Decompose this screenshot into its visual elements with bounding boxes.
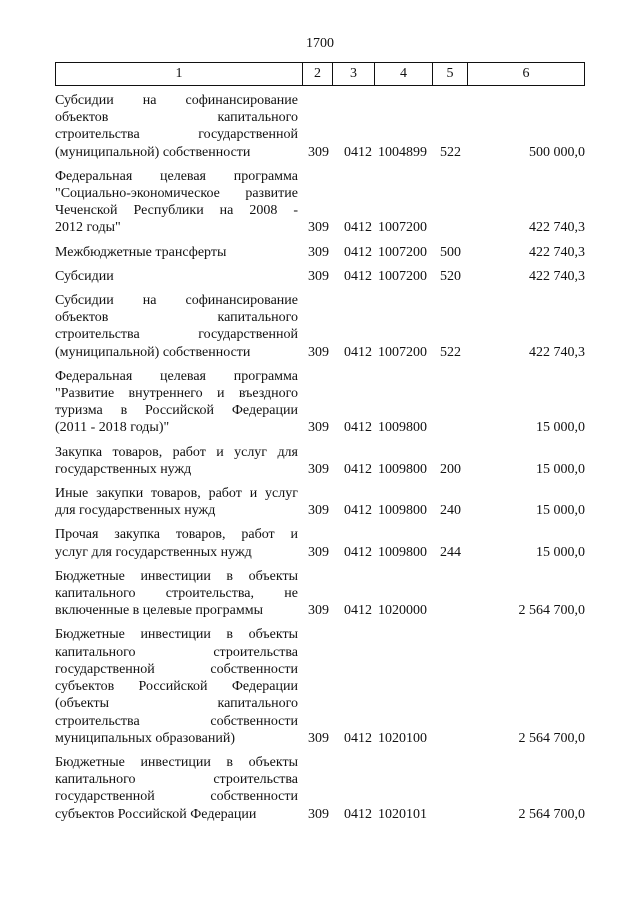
header-col-4: 4 [375, 63, 433, 85]
row-min-code: 309 [308, 544, 329, 560]
row-name-line: Чеченской Республики на 2008 - [55, 203, 298, 219]
row-expense-type: 500 [440, 244, 461, 260]
row-min-code: 309 [308, 603, 329, 619]
row-expense-type: 200 [440, 461, 461, 477]
row-target-code: 1007200 [378, 268, 427, 284]
row-name [55, 268, 298, 285]
row-name-line: государственной собственности [55, 789, 298, 805]
row-section-code: 0412 [344, 806, 372, 822]
row-name-line: (муниципальной) собственности [55, 144, 251, 160]
row-name-line: "Развитие внутреннего и въездного [55, 386, 298, 402]
header-col-3: 3 [333, 63, 375, 85]
row-name-line: субъектов Российской Федерации [55, 806, 257, 822]
row-name-line: Бюджетные инвестиции в объекты [55, 627, 298, 643]
row-min-code: 309 [308, 420, 329, 436]
row-name-line: строительства государственной [55, 127, 298, 143]
row-min-code: 309 [308, 461, 329, 477]
row-name-line: Иные закупки товаров, работ и услуг [55, 486, 298, 502]
row-target-code: 1020000 [378, 603, 427, 619]
row-name-line: Прочая закупка товаров, работ и [55, 527, 298, 543]
row-name-line: капитального строительства, не [55, 586, 298, 602]
row-target-code: 1004899 [378, 144, 427, 160]
row-name-line: Закупка товаров, работ и услуг для [55, 444, 298, 460]
row-amount: 2 564 700,0 [518, 603, 585, 619]
row-name-line: 2012 годы" [55, 220, 121, 236]
row-expense-type: 520 [440, 268, 461, 284]
table-row [55, 444, 585, 478]
row-name-line: включенные в целевые программы [55, 603, 264, 619]
row-name-line: (муниципальной) собственности [55, 344, 251, 360]
table-row [55, 526, 585, 560]
header-col-2: 2 [303, 63, 333, 85]
row-name-line: строительства собственности [55, 713, 298, 729]
table-row [55, 268, 585, 285]
row-target-code: 1007200 [378, 244, 427, 260]
row-name [55, 292, 298, 361]
row-target-code: 1020100 [378, 730, 427, 746]
row-section-code: 0412 [344, 144, 372, 160]
row-amount: 15 000,0 [536, 544, 585, 560]
row-expense-type: 240 [440, 503, 461, 519]
page-number: 1700 [306, 36, 334, 51]
row-min-code: 309 [308, 344, 329, 360]
row-target-code: 1020101 [378, 806, 427, 822]
row-expense-type: 244 [440, 544, 461, 560]
row-section-code: 0412 [344, 268, 372, 284]
row-name-line: "Социально-экономическое развитие [55, 186, 298, 202]
row-name-line: для государственных нужд [55, 503, 216, 519]
row-target-code: 1007200 [378, 220, 427, 236]
table-body [55, 92, 585, 830]
row-name-line: объектов капитального [55, 310, 298, 326]
row-section-code: 0412 [344, 503, 372, 519]
table-row [55, 626, 585, 746]
row-name [55, 92, 298, 161]
row-target-code: 1009800 [378, 544, 427, 560]
table-row [55, 92, 585, 161]
row-name-line: туризма в Российской Федерации [55, 403, 298, 419]
row-name [55, 368, 298, 437]
row-amount: 422 740,3 [529, 344, 585, 360]
row-name-line: капитального строительства [55, 772, 298, 788]
table-row [55, 485, 585, 519]
row-section-code: 0412 [344, 420, 372, 436]
row-name-line: строительства государственной [55, 327, 298, 343]
row-name-line: капитального строительства [55, 644, 298, 660]
table-row [55, 568, 585, 620]
row-section-code: 0412 [344, 244, 372, 260]
row-name-line: Федеральная целевая программа [55, 168, 298, 184]
row-section-code: 0412 [344, 461, 372, 477]
header-col-5: 5 [433, 63, 468, 85]
row-name-line: Субсидии на софинансирование [55, 93, 298, 108]
row-section-code: 0412 [344, 344, 372, 360]
row-min-code: 309 [308, 503, 329, 519]
header-col-1: 1 [56, 63, 303, 85]
row-min-code: 309 [308, 144, 329, 160]
row-name [55, 444, 298, 478]
row-target-code: 1007200 [378, 344, 427, 360]
header-col-6: 6 [522, 66, 530, 81]
row-name-line: (2011 - 2018 годы)" [55, 420, 170, 436]
table-row [55, 168, 585, 237]
row-name [55, 244, 298, 261]
row-name [55, 526, 298, 560]
row-min-code: 309 [308, 244, 329, 260]
row-section-code: 0412 [344, 730, 372, 746]
row-amount: 2 564 700,0 [518, 806, 585, 822]
row-min-code: 309 [308, 806, 329, 822]
row-amount: 15 000,0 [536, 461, 585, 477]
row-min-code: 309 [308, 268, 329, 284]
row-min-code: 309 [308, 730, 329, 746]
row-target-code: 1009800 [378, 420, 427, 436]
row-name-line: Бюджетные инвестиции в объекты [55, 568, 298, 584]
row-amount: 422 740,3 [529, 268, 585, 284]
table-row [55, 754, 585, 823]
row-name-line: Субсидии [55, 268, 114, 284]
row-amount: 500 000,0 [529, 144, 585, 160]
table-row [55, 292, 585, 361]
row-name [55, 485, 298, 519]
row-name-line: объектов капитального [55, 110, 298, 126]
row-expense-type: 522 [440, 344, 461, 360]
row-name-line: Бюджетные инвестиции в объекты [55, 754, 298, 770]
row-amount: 422 740,3 [529, 220, 585, 236]
table-row [55, 244, 585, 261]
row-target-code: 1009800 [378, 461, 427, 477]
row-name-line: государственной собственности [55, 661, 298, 677]
row-name [55, 568, 298, 620]
row-name-line: услуг для государственных нужд [55, 544, 252, 560]
row-name-line: Межбюджетные трансферты [55, 244, 227, 260]
row-name-line: Федеральная целевая программа [55, 368, 298, 384]
row-name [55, 168, 298, 237]
row-name-line: государственных нужд [55, 461, 192, 477]
row-section-code: 0412 [344, 220, 372, 236]
row-amount: 15 000,0 [536, 503, 585, 519]
row-name-line: субъектов Российской Федерации [55, 679, 298, 695]
table-row [55, 368, 585, 437]
row-section-code: 0412 [344, 544, 372, 560]
row-target-code: 1009800 [378, 503, 427, 519]
row-amount: 422 740,3 [529, 244, 585, 260]
row-min-code: 309 [308, 220, 329, 236]
table-header [55, 62, 585, 86]
row-amount: 15 000,0 [536, 420, 585, 436]
row-name-line: (объекты капитального [55, 696, 298, 712]
row-name [55, 754, 298, 823]
row-amount: 2 564 700,0 [518, 730, 585, 746]
row-name-line: муниципальных образований) [55, 730, 235, 746]
row-section-code: 0412 [344, 603, 372, 619]
row-name [55, 626, 298, 746]
row-name-line: Субсидии на софинансирование [55, 293, 298, 309]
row-expense-type: 522 [440, 144, 461, 160]
